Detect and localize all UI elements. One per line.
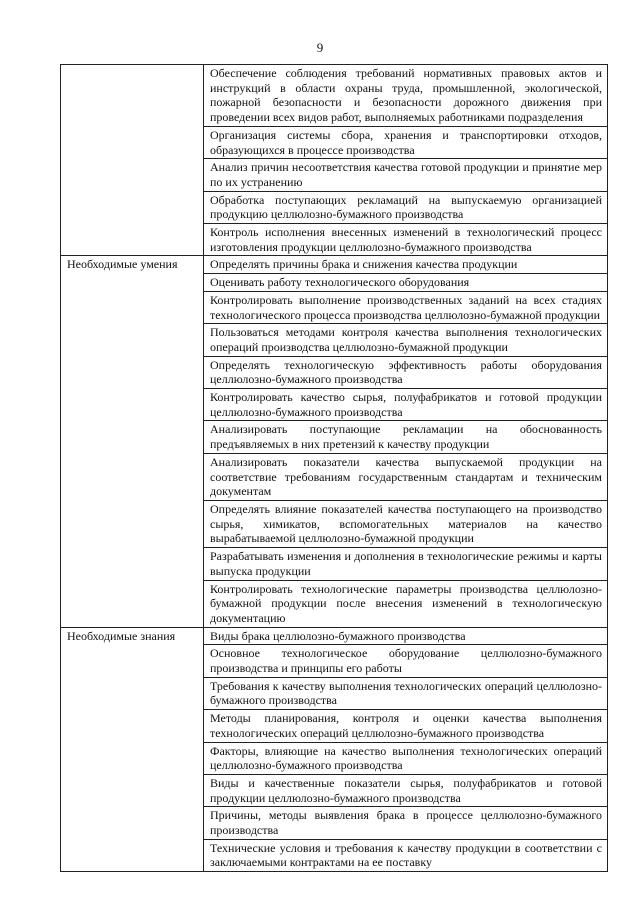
- table-row: [61, 627, 608, 645]
- table-cell-item: Контролировать технологические параметры производства целлюлозно-бумажной продукции после внесения изменений в технологическую документацию: [204, 580, 608, 627]
- table-cell-item: Обработка поступающих рекламаций на выпускаемую организацией продукцию целлюлозно-бумажного производства: [204, 191, 608, 223]
- table-cell-item: Оценивать работу технологического оборудования: [204, 274, 608, 292]
- table-cell-item: Обеспечение соблюдения требований нормативных правовых актов и инструкций в области охраны труда, промышленной, экологической, пожарной безопасности и безопасности дорожного движения при проведении всех видов работ, выполняемых работниками подразделения: [204, 65, 608, 127]
- table-cell-item: Определять причины брака и снижения качества продукции: [204, 256, 608, 274]
- table-cell-item: Контроль исполнения внесенных изменений в технологический процесс изготовления продукции целлюлозно-бумажного производства: [204, 224, 608, 256]
- table-cell-item: Контролировать выполнение производственных заданий на всех стадиях технологического процесса производства целлюлозно-бумажной продукции: [204, 291, 608, 323]
- table-cell-item: Виды и качественные показатели сырья, полуфабрикатов и готовой продукции целлюлозно-бумажного производства: [204, 774, 608, 806]
- table-cell-item: Требования к качеству выполнения технологических операций целлюлозно-бумажного производства: [204, 677, 608, 709]
- table-cell-item: Разрабатывать изменения и дополнения в технологические режимы и карты выпуска продукции: [204, 548, 608, 580]
- table-cell-item: Причины, методы выявления брака в процессе целлюлозно-бумажного производства: [204, 807, 608, 839]
- page-number: 9: [316, 40, 324, 55]
- table-cell-item: Технические условия и требования к качеству продукции в соответствии с заключаемыми контрактами на ее поставку: [204, 839, 608, 871]
- table-row: [61, 65, 608, 127]
- table-cell-item: Основное технологическое оборудование целлюлозно-бумажного производства и принципы его работы: [204, 645, 608, 677]
- table-cell-item: Методы планирования, контроля и оценки качества выполнения технологических операций целлюлозно-бумажного производства: [204, 710, 608, 742]
- table-cell-item: Организация системы сбора, хранения и транспортировки отходов, образующихся в процессе производства: [204, 126, 608, 158]
- table-cell-item: Определять влияние показателей качества поступающего на производство сырья, химикатов, вспомогательных материалов на качество вырабатываемой целлюлозно-бумажной продукции: [204, 500, 608, 547]
- table-cell-item: Факторы, влияющие на качество выполнения технологических операций целлюлозно-бумажного производства: [204, 742, 608, 774]
- section-label: Необходимые знания: [61, 627, 204, 872]
- requirements-table-body: [61, 65, 608, 872]
- table-cell-item: Контролировать качество сырья, полуфабрикатов и готовой продукции целлюлозно-бумажного производства: [204, 389, 608, 421]
- table-cell-item: Анализировать показатели качества выпускаемой продукции на соответствие требованиям государственным стандартам и техническим документам: [204, 453, 608, 500]
- table-cell-item: Анализ причин несоответствия качества готовой продукции и принятие мер по их устранению: [204, 159, 608, 191]
- section-label: Необходимые умения: [61, 256, 204, 627]
- table-cell-item: Виды брака целлюлозно-бумажного производства: [204, 627, 608, 645]
- table-cell-item: Определять технологическую эффективность работы оборудования целлюлозно-бумажного производства: [204, 356, 608, 388]
- table-cell-item: Анализировать поступающие рекламации на обоснованность предъявляемых в них претензий к качеству продукции: [204, 421, 608, 453]
- requirements-table: [60, 64, 608, 872]
- table-cell-item: Пользоваться методами контроля качества выполнения технологических операций производства целлюлозно-бумажной продукции: [204, 324, 608, 356]
- section-label: [61, 65, 204, 256]
- table-row: [61, 256, 608, 274]
